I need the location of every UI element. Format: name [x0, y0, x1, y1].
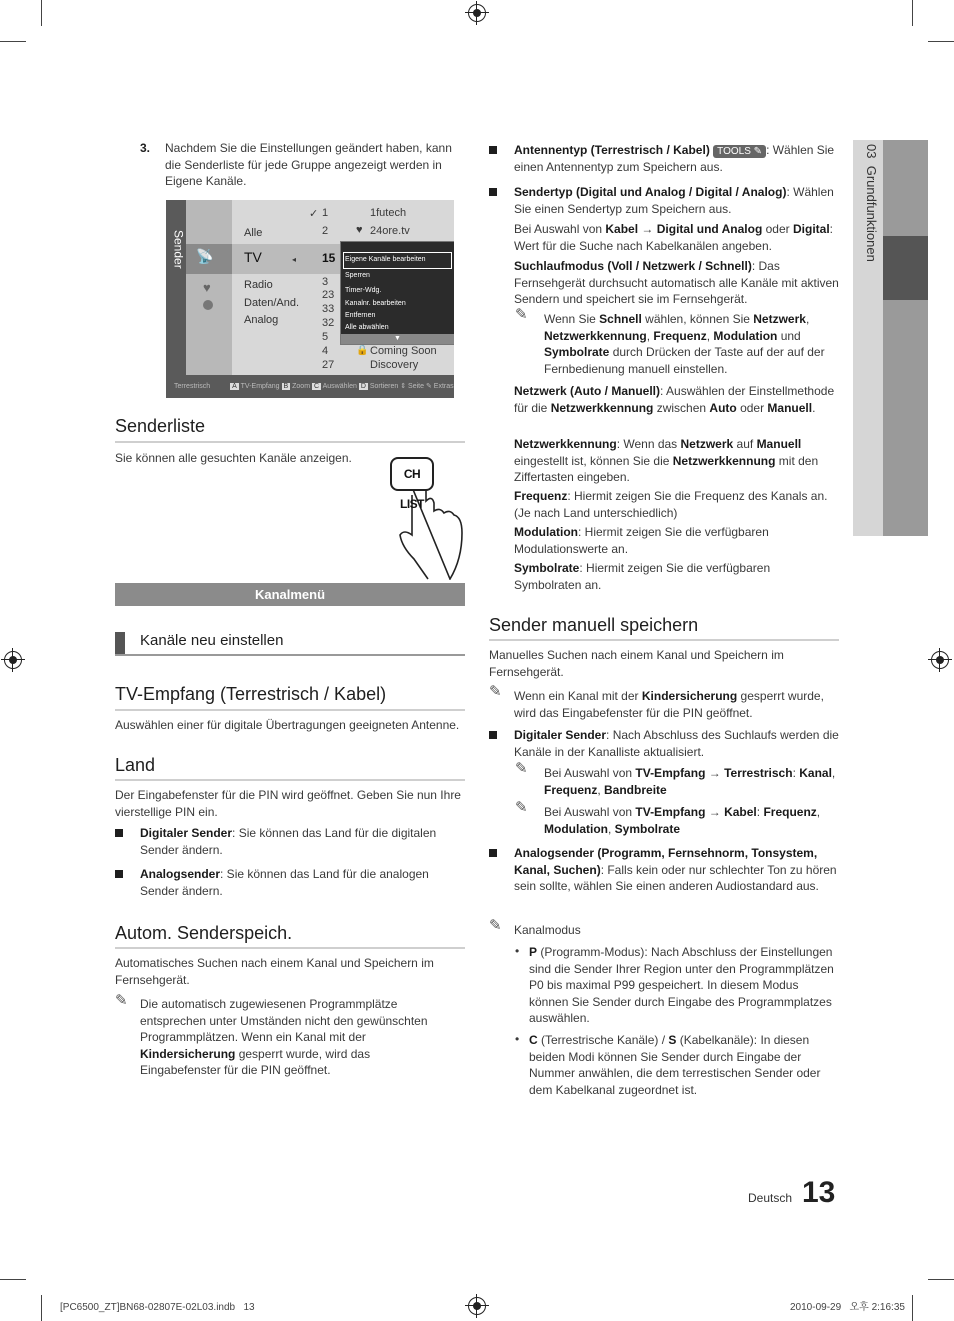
osd-number: 32 — [322, 317, 335, 329]
term: Digital und Analog — [656, 222, 763, 236]
step-number: 3. — [140, 141, 151, 155]
term: Netzwerkkennung — [672, 453, 776, 468]
text: : Wert für die Suche nach Kabelkanälen angeben. — [514, 222, 833, 253]
tools-badge: TOOLS ✎ — [713, 145, 766, 158]
text: , — [805, 312, 810, 326]
crop-mark — [0, 41, 26, 42]
text: , — [607, 821, 615, 836]
text: eingestellt ist, können Sie die — [514, 453, 673, 468]
osd-group: Alle — [244, 227, 263, 239]
term: Kindersicherung — [641, 689, 738, 703]
text: , — [646, 328, 654, 343]
antennentyp-item — [514, 142, 839, 175]
text: (Terrestrische Kanäle) / — [537, 1033, 669, 1047]
osd-footer-page: Seite — [408, 383, 424, 390]
term: Netzwerk — [680, 437, 734, 451]
osd-footer-extras: Extras — [433, 383, 454, 390]
osd-menu-item[interactable]: Alle abwählen — [345, 324, 389, 331]
osd-number: 3 — [322, 276, 329, 288]
text: → — [705, 766, 725, 780]
crop-mark — [928, 1279, 954, 1280]
note-pencil-icon: ✎ — [515, 306, 528, 323]
chapter-title: Grundfunktionen — [864, 165, 879, 262]
symbolrate-text — [514, 560, 839, 593]
osd-number: 23 — [322, 289, 335, 301]
frequenz-text — [514, 488, 839, 521]
text: Die automatisch zugewiesenen Programmplätze entsprechen unter Umständen nicht den gewünschten Programmplätzen. Wenn ein Kanal mit der — [140, 997, 428, 1044]
osd-footer-d: Sortieren — [369, 383, 399, 390]
term: Kabel — [724, 805, 757, 819]
osd-footer-a: TV-Empfang — [240, 383, 280, 390]
note-text — [140, 996, 440, 1079]
updown-icon: ⇕ — [400, 383, 407, 390]
term: Modulation — [544, 821, 608, 836]
crop-mark — [41, 0, 42, 26]
osd-footer — [166, 375, 454, 398]
print-date: 2010-09-29 오후 2:16:35 — [790, 1302, 905, 1313]
term: Modulation — [514, 525, 578, 539]
osd-menu-item[interactable]: Sperren — [345, 272, 370, 279]
definition: : Hiermit zeigen Sie die Frequenz des Kanals an. (Je nach Land unterschiedlich) — [514, 489, 828, 520]
term: Analogsender (Programm, Fernsehnorm, Tonsystem, Kanal, Suchen) — [514, 846, 818, 877]
c-mode-item — [529, 1032, 834, 1098]
osd-sidebar-label: Sender — [171, 230, 186, 269]
osd-menu-item[interactable]: Entfernen — [345, 312, 376, 319]
text: durch Drücken der Taste auf der auf der Fernbedienung manuell einstellen. — [544, 345, 825, 376]
osd-footer-c: Auswählen — [322, 383, 357, 390]
osd-footer-b: Zoom — [292, 383, 311, 390]
term: S — [668, 1033, 677, 1047]
digitaler-sender-item — [514, 727, 839, 760]
osd-group: Daten/And. — [244, 297, 300, 309]
manuell-note — [514, 688, 839, 721]
term: Digitaler Sender — [514, 728, 607, 742]
text: : Wenn das — [616, 437, 681, 451]
p-mode-item — [529, 944, 834, 1027]
satellite-dish-icon: 📡 — [196, 248, 214, 264]
crop-mark — [928, 41, 954, 42]
kanalmenu-bar: Kanalmenü — [115, 583, 465, 606]
text: , — [706, 328, 714, 343]
section-rule — [115, 709, 465, 711]
netzwerk-text — [514, 383, 839, 416]
term: P — [529, 945, 538, 959]
term: Frequenz — [653, 328, 707, 343]
heart-icon: ♥ — [203, 280, 211, 295]
osd-channel: 24ore.tv — [370, 225, 410, 237]
term: Symbolrate — [544, 345, 610, 359]
term: Kanal — [799, 766, 832, 780]
note-pencil-icon: ✎ — [489, 917, 502, 934]
term: Netzwerk — [753, 312, 806, 326]
text: , — [831, 766, 836, 780]
definition: : Das Fernsehgerät durchsucht automatisch alle Kanäle mit aktiven Sendern und speichert sie im Fernsehgerät. — [514, 259, 839, 306]
text: : — [756, 805, 764, 819]
chapter-number: 03 — [864, 144, 879, 159]
registration-mark-icon — [468, 1297, 486, 1315]
text: Wenn ein Kanal mit der — [514, 689, 642, 703]
term: Digital — [792, 222, 830, 236]
step-3 — [140, 140, 465, 190]
note-pencil-icon: ✎ — [489, 683, 502, 700]
term: Analogsender — [140, 867, 221, 881]
osd-number: 5 — [322, 331, 329, 343]
bullet-dot-icon: • — [515, 1032, 520, 1046]
crop-mark — [0, 1279, 26, 1280]
osd-footer-left: Terrestrisch — [174, 383, 211, 390]
section-text: Der Eingabefenster für die PIN wird geöffnet. Geben Sie nun Ihre vierstellige PIN ein. — [115, 788, 461, 819]
definition: : Hiermit zeigen Sie die verfügbaren Symbolraten an. — [514, 561, 771, 592]
lock-icon: 🔒 — [356, 345, 369, 356]
section-title: Autom. Senderspeich. — [115, 923, 293, 943]
osd-menu-item[interactable]: Kanalnr. bearbeiten — [345, 300, 406, 307]
term: Symbolrate — [614, 821, 681, 836]
definition: : Nach Abschluss des Suchlaufs werden die Kanäle in der Kanalliste aktualisiert. — [514, 728, 839, 759]
definition: : Sie können das Land für die digitalen Sender ändern. — [140, 826, 437, 857]
term: Kindersicherung — [140, 1046, 236, 1061]
netzwerkkennung-text — [514, 436, 839, 486]
definition: (Programm-Modus): Nach Abschluss der Einstellungen sind die Sender Ihrer Region unter den Programmplätzen P0 bis maximal P99 gespeichert. In diesem Modus können Sie Sender durch Eingabe des Programmplatzes auswählen. — [529, 945, 834, 1025]
registration-mark-icon — [468, 4, 486, 22]
text: , — [816, 805, 821, 819]
term: Schnell — [599, 312, 642, 326]
definition: : Sie können das Land für die analogen Sender ändern. — [140, 867, 429, 898]
term: Symbolrate — [514, 561, 580, 575]
text: , — [597, 782, 605, 797]
osd-number: 33 — [322, 303, 335, 315]
c-button-icon: C — [314, 383, 320, 390]
registration-mark-icon — [931, 651, 949, 669]
term: Netzwerkkennung — [514, 437, 617, 451]
remote-hand-illustration — [388, 455, 464, 580]
text: : — [792, 766, 800, 780]
term: Modulation — [713, 328, 778, 343]
note-pencil-icon: ✎ — [515, 799, 528, 816]
section-text: Sie können alle gesuchten Kanäle anzeigen. — [115, 451, 352, 465]
osd-number: 15 — [322, 251, 336, 265]
note-pencil-icon: ✎ — [515, 760, 528, 777]
text: oder — [762, 222, 793, 236]
subsection-kanaele-neu — [115, 632, 465, 656]
channel-list-osd — [166, 200, 454, 398]
osd-channel: Discovery — [370, 359, 419, 371]
crop-mark — [912, 0, 913, 26]
side-tab-label — [859, 144, 879, 344]
side-tab-block — [883, 300, 928, 536]
text: oder — [736, 400, 768, 415]
text: gesperrt wurde, wird das Eingabefenster für die PIN geöffnet. — [514, 689, 824, 720]
side-tab-block-dark — [883, 236, 928, 300]
text: zwischen — [653, 400, 710, 415]
term: TV-Empfang — [635, 766, 706, 780]
definition: : Wählen Sie einen Antennentyp zum Speichern aus. — [514, 143, 835, 174]
note-pencil-icon: ✎ — [115, 992, 128, 1009]
osd-channel: Coming Soon — [370, 345, 437, 357]
term: Netzwerk (Auto / Manuell) — [514, 384, 661, 398]
check-icon: ✓ — [309, 208, 319, 220]
arrow-left-icon: ◂ — [292, 255, 297, 264]
text: Wenn Sie — [544, 312, 600, 326]
term: Antennentyp (Terrestrisch / Kabel) — [514, 143, 710, 157]
schnell-note — [544, 311, 839, 377]
land-item — [140, 825, 465, 858]
terrestrisch-note — [544, 765, 839, 798]
tools-label: TOOLS — [717, 146, 751, 157]
tools-icon: ✎ — [425, 383, 432, 390]
osd-group-selected: TV — [244, 249, 262, 265]
osd-number: 1 — [322, 207, 329, 219]
heart-icon: ♥ — [356, 224, 363, 236]
crop-mark — [41, 1295, 42, 1321]
text: mit den Ziffertasten eingeben. — [514, 453, 819, 484]
section-text: Manuelles Suchen nach einem Kanal und Speichern im Fernsehgerät. — [489, 648, 784, 679]
osd-number: 2 — [322, 225, 329, 237]
term: Sendertyp (Digital und Analog / Digital / Analog) — [514, 185, 787, 199]
term: Terrestrisch — [724, 766, 793, 780]
bullet-square-icon — [489, 849, 497, 857]
term: Auto — [709, 400, 737, 415]
text: wählen, können Sie — [641, 312, 754, 326]
crop-mark — [912, 1295, 913, 1321]
section-title: TV-Empfang (Terrestrisch / Kabel) — [115, 684, 387, 704]
term: Netzwerkkennung — [544, 328, 647, 343]
globe-icon — [203, 300, 213, 310]
bullet-square-icon — [115, 829, 123, 837]
osd-channel: 1futech — [370, 207, 407, 219]
sendertyp-item — [514, 184, 839, 217]
section-title: Land — [115, 755, 156, 775]
section-text: Automatisches Suchen nach einem Kanal und Speichern im Fernsehgerät. — [115, 956, 434, 987]
definition: (Kabelkanäle): In diesen beiden Modi können Sie Sender durch Eingabe der Nummer anwählen, die dem terrestischen Sender oder dem Kabelkanal zugeordnet ist. — [529, 1033, 821, 1097]
osd-group: Analog — [244, 314, 279, 326]
section-rule — [115, 654, 465, 656]
section-rule — [489, 639, 839, 641]
bullet-dot-icon: • — [515, 944, 520, 958]
bullet-square-icon — [489, 731, 497, 739]
kabel-text — [514, 221, 839, 254]
term: Suchlaufmodus (Voll / Netzwerk / Schnell) — [514, 259, 752, 273]
section-rule — [115, 779, 465, 781]
page-language: Deutsch — [748, 1191, 793, 1205]
section-rule — [115, 947, 465, 949]
term: TV-Empfang — [635, 805, 706, 819]
term: Netzwerkkennung — [550, 400, 654, 415]
bullet-square-icon — [489, 188, 497, 196]
text: → — [705, 805, 725, 819]
definition: : Wählen Sie einen Sendertyp zum Speichern aus. — [514, 185, 834, 216]
ch-list-button[interactable]: CH LIST — [390, 457, 434, 491]
page-number: 13 — [802, 1176, 836, 1209]
section-text: Auswählen einer für digitale Übertragungen geeigneten Antenne. — [115, 718, 460, 732]
step-text: Nachdem Sie die Einstellungen geändert haben, kann die Senderliste für jede Gruppe angezeigt werden in Eigene Kanäle. — [165, 141, 452, 188]
text: auf — [733, 437, 757, 451]
term: Digitaler Sender — [140, 826, 233, 840]
analogsender-item — [514, 845, 839, 895]
text: : Auswählen der Einstellmethode für die — [514, 384, 835, 415]
text: . — [812, 400, 816, 415]
bullet-square-icon — [489, 146, 497, 154]
osd-number: 4 — [322, 345, 329, 357]
kanalmodus-note: Kanalmodus — [514, 923, 581, 937]
section-rule — [115, 441, 465, 443]
definition: : Hiermit zeigen Sie die verfügbaren Modulationswerte an. — [514, 525, 769, 556]
section-title: Sender manuell speichern — [489, 615, 699, 635]
a-button-icon: A — [232, 383, 237, 390]
text: gesperrt wurde, wird das Eingabefenster für die PIN geöffnet. — [140, 1046, 371, 1077]
bullet-square-icon — [115, 870, 123, 878]
text: Bei Auswahl von — [544, 805, 636, 819]
text: und — [777, 328, 801, 343]
osd-sidebar — [166, 200, 186, 375]
kabel-note — [544, 804, 839, 837]
land-item — [140, 866, 465, 899]
registration-mark-icon — [4, 651, 22, 669]
text: Bei Auswahl von — [544, 766, 636, 780]
b-button-icon: B — [283, 383, 289, 390]
suchlauf-text — [514, 258, 839, 308]
osd-tools-menu — [340, 241, 454, 345]
osd-group: Radio — [244, 279, 273, 291]
subsection-title: Kanäle neu einstellen — [140, 632, 284, 649]
osd-menu-item[interactable]: Eigene Kanäle bearbeiten — [345, 256, 426, 263]
print-file-info: [PC6500_ZT]BN68-02807E-02L03.indb 13 — [60, 1302, 255, 1313]
term: Bandbreite — [604, 782, 667, 797]
osd-menu-item[interactable]: Timer-Wdg. — [345, 287, 382, 294]
osd-number: 27 — [322, 359, 335, 371]
term: Manuell — [756, 437, 802, 451]
term: Frequenz — [763, 805, 817, 819]
text: → — [638, 222, 657, 236]
modulation-text — [514, 524, 839, 557]
term: Kabel — [605, 222, 639, 236]
d-button-icon: D — [360, 383, 366, 390]
term: Manuell — [767, 400, 813, 415]
definition: : Falls kein oder nur schlechter Ton zu hören sein sollte, wählen Sie einen anderen Audiostandard aus. — [514, 862, 837, 893]
term: C — [529, 1033, 538, 1047]
subsection-marker — [115, 632, 125, 654]
text: Bei Auswahl von — [514, 222, 606, 236]
section-title: Senderliste — [115, 416, 206, 436]
side-tab-block — [883, 140, 928, 236]
term: Frequenz — [514, 489, 568, 503]
term: Frequenz — [544, 782, 598, 797]
scroll-down-icon[interactable]: ▼ — [341, 334, 454, 344]
